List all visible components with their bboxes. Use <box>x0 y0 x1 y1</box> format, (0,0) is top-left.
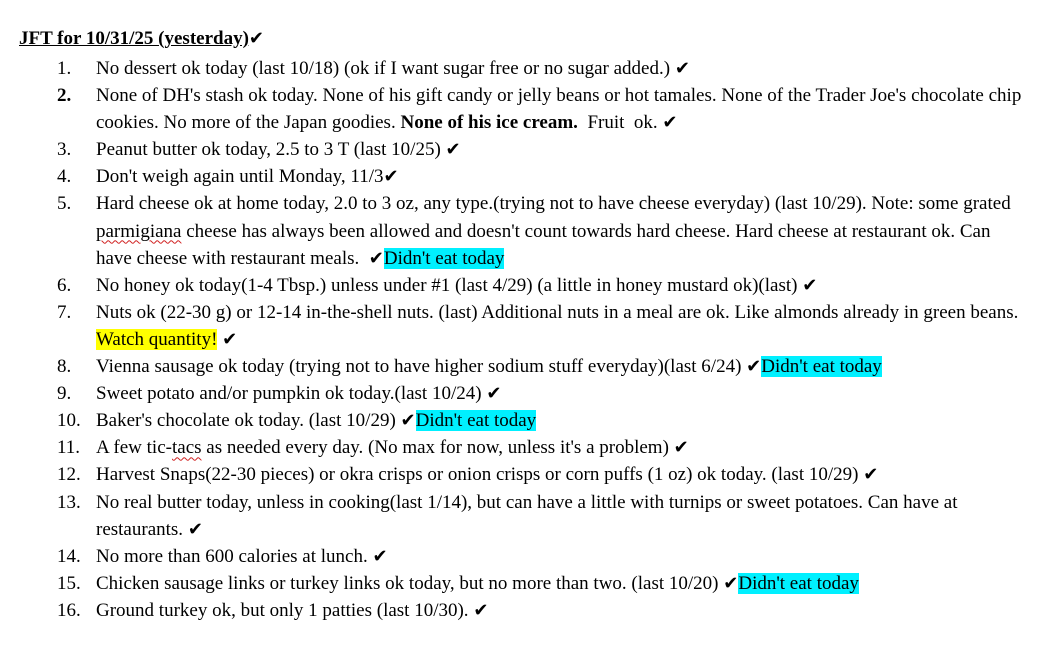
spellcheck-flagged-word: tacs <box>171 437 202 459</box>
item-text: No real butter today, unless in cooking(last 1/14), but can have a little with turnips or sweet potatoes. Can have at restaurants. <box>96 491 958 540</box>
list-item <box>0 489 1040 543</box>
item-number: 15. <box>57 572 81 594</box>
list-item <box>0 407 1040 434</box>
list-item <box>0 380 1040 407</box>
checkmark-icon: ✔ <box>368 247 384 269</box>
didnt-eat-highlight: Didn't eat today <box>415 410 537 432</box>
list-item <box>0 461 1040 488</box>
list-item <box>0 163 1040 190</box>
list-item <box>0 434 1040 461</box>
item-number: 16. <box>57 599 81 621</box>
food-rules-list <box>0 55 1040 624</box>
checkmark-icon: ✔ <box>802 274 818 296</box>
checkmark-icon: ✔ <box>372 545 388 567</box>
item-text-bold: None of his ice cream. <box>400 112 578 134</box>
item-text: Don't weigh again until Monday, 11/3 <box>96 166 384 188</box>
didnt-eat-highlight: Didn't eat today <box>383 247 505 269</box>
item-number: 4. <box>57 166 72 188</box>
item-number: 5. <box>57 193 72 215</box>
list-item <box>0 82 1040 136</box>
item-text: cheese has always been allowed and doesn't count towards hard cheese. Hard cheese at restaurant ok. Can have cheese with restaurant meals. <box>96 220 991 269</box>
item-text: Harvest Snaps(22-30 pieces) or okra crisps or onion crisps or corn puffs (1 oz) ok today. (last 10/29) <box>96 464 859 486</box>
list-item <box>0 136 1040 163</box>
title-text: JFT for 10/31/25 (yesterday) <box>19 28 249 49</box>
list-item <box>0 353 1040 380</box>
list-item <box>0 272 1040 299</box>
checkmark-icon: ✔ <box>723 572 739 594</box>
item-number: 1. <box>57 58 72 79</box>
item-text: Baker's chocolate ok today. (last 10/29) <box>96 410 396 432</box>
item-number: 3. <box>57 139 72 161</box>
list-item <box>0 570 1040 597</box>
item-text: None of DH's stash ok today. None of his gift candy or jelly beans or hot tamales. None of the Trader Joe's chocolate chip cookies. No more of the Japan goodies. <box>96 85 1022 134</box>
checkmark-icon: ✔ <box>473 599 489 621</box>
checkmark-icon: ✔ <box>662 112 678 134</box>
checkmark-icon: ✔ <box>400 410 416 432</box>
item-text: Chicken sausage links or turkey links ok today, but no more than two. (last 10/20) <box>96 572 719 594</box>
watch-quantity-highlight: Watch quantity! <box>96 328 218 350</box>
spellcheck-flagged-word: parmigiana <box>96 220 182 242</box>
checkmark-icon: ✔ <box>383 166 399 188</box>
list-item <box>0 190 1040 271</box>
item-number: 12. <box>57 464 81 486</box>
item-number: 14. <box>57 545 81 567</box>
checkmark-icon: ✔ <box>248 28 264 49</box>
item-number: 10. <box>57 410 81 432</box>
item-text: Hard cheese ok at home today, 2.0 to 3 oz, any type.(trying not to have cheese everyday) (last 10/29). Note: some grated <box>96 193 1011 215</box>
item-text: as needed every day. (No max for now, unless it's a problem) <box>201 437 669 459</box>
item-number: 2. <box>57 85 72 107</box>
item-text: Vienna sausage ok today (trying not to have higher sodium stuff everyday)(last 6/24) <box>96 356 742 378</box>
checkmark-icon: ✔ <box>673 437 689 459</box>
didnt-eat-highlight: Didn't eat today <box>738 572 859 594</box>
item-text: Ground turkey ok, but only 1 patties (last 10/30). <box>96 599 469 621</box>
list-item <box>0 55 1040 82</box>
checkmark-icon: ✔ <box>863 464 879 486</box>
item-text: No dessert ok today (last 10/18) (ok if I want sugar free or no sugar added.) <box>96 58 671 79</box>
checkmark-icon: ✔ <box>674 58 690 79</box>
checkmark-icon: ✔ <box>486 383 502 405</box>
item-number: 7. <box>57 301 72 323</box>
item-number: 13. <box>57 491 81 513</box>
list-item <box>0 299 1040 353</box>
item-text: No more than 600 calories at lunch. <box>96 545 368 567</box>
didnt-eat-highlight: Didn't eat today <box>761 356 882 378</box>
item-number: 9. <box>57 383 72 405</box>
checkmark-icon: ✔ <box>222 328 238 350</box>
item-number: 8. <box>57 356 72 378</box>
document-title <box>19 27 264 51</box>
list-item <box>0 543 1040 570</box>
item-text: A few tic- <box>96 437 172 459</box>
item-text: Peanut butter ok today, 2.5 to 3 T (last 10/25) <box>96 139 441 161</box>
item-text: Fruit ok. <box>577 112 658 134</box>
item-text: Nuts ok (22-30 g) or 12-14 in-the-shell nuts. (last) Additional nuts in a meal are ok. Like almonds already in green beans. <box>96 301 1019 323</box>
item-number: 11. <box>57 437 81 459</box>
checkmark-icon: ✔ <box>746 356 762 378</box>
checkmark-icon: ✔ <box>445 139 461 161</box>
item-text: Sweet potato and/or pumpkin ok today.(last 10/24) <box>96 383 482 405</box>
list-item <box>0 597 1040 624</box>
item-number: 6. <box>57 274 72 296</box>
checkmark-icon: ✔ <box>187 518 203 540</box>
item-text: No honey ok today(1-4 Tbsp.) unless under #1 (last 4/29) (a little in honey mustard ok)(last) <box>96 274 798 296</box>
